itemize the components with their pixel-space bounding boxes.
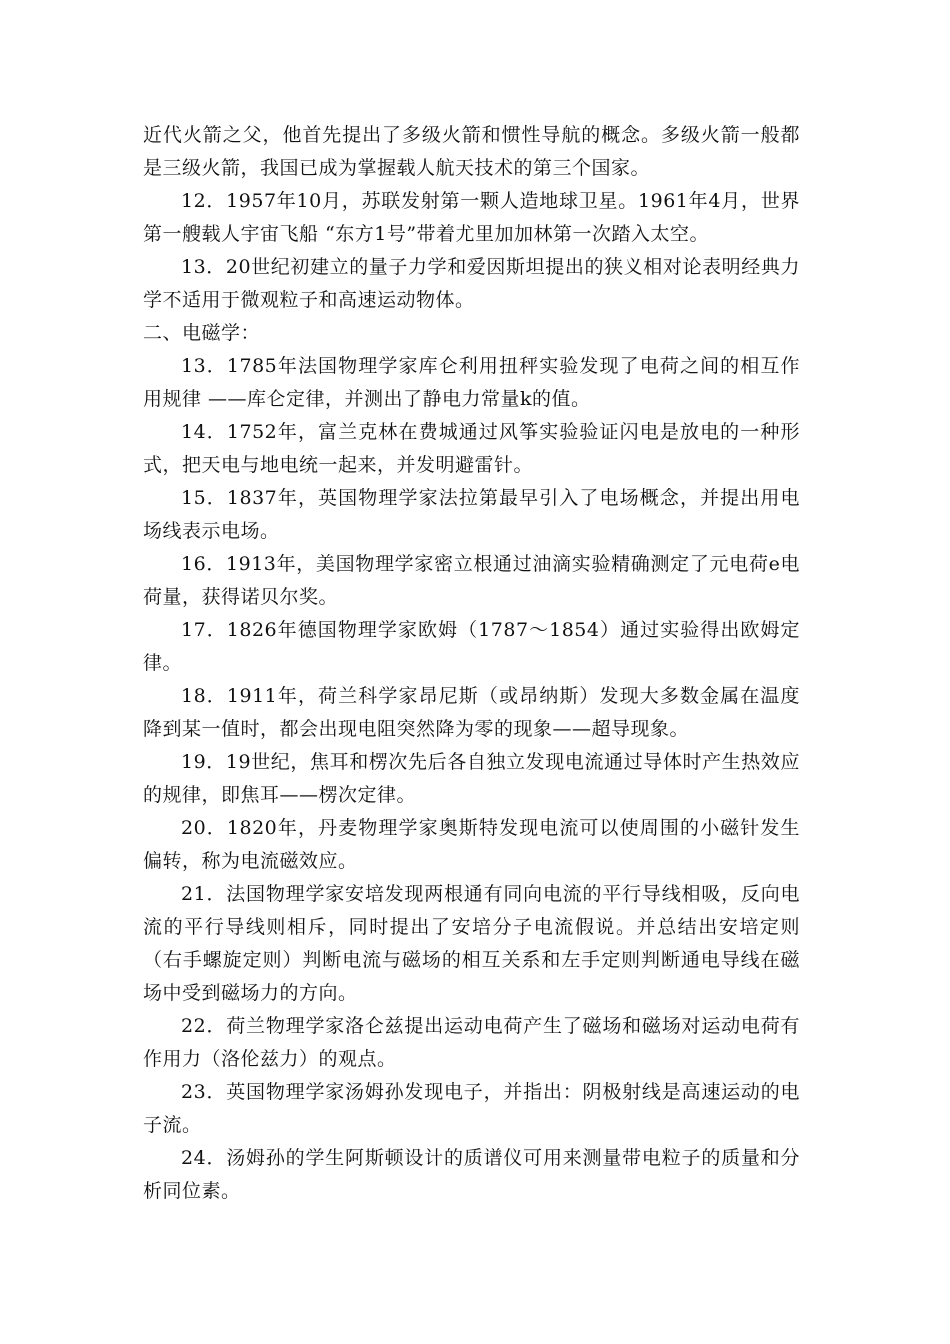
paragraph-continued: 近代火箭之父，他首先提出了多级火箭和惯性导航的概念。多级火箭一般都是三级火箭，我国已成为掌握载人航天技术的第三个国家。	[143, 124, 800, 179]
paragraph-item-22: 22．荷兰物理学家洛仑兹提出运动电荷产生了磁场和磁场对运动电荷有作用力（洛伦兹力）的观点。	[143, 1015, 800, 1070]
paragraph-item-19: 19．19世纪，焦耳和楞次先后各自独立发现电流通过导体时产生热效应的规律，即焦耳——楞次定律。	[143, 751, 800, 806]
paragraph-item-17: 17．1826年德国物理学家欧姆（1787～1854）通过实验得出欧姆定律。	[143, 619, 800, 674]
paragraph-item-15: 15．1837年，英国物理学家法拉第最早引入了电场概念，并提出用电场线表示电场。	[143, 487, 800, 542]
paragraph-item-12: 12．1957年10月，苏联发射第一颗人造地球卫星。1961年4月，世界第一艘载人宇宙飞船 “东方1号”带着尤里加加林第一次踏入太空。	[143, 190, 800, 245]
paragraph-item-21: 21．法国物理学家安培发现两根通有同向电流的平行导线相吸，反向电流的平行导线则相斥，同时提出了安培分子电流假说。并总结出安培定则（右手螺旋定则）判断电流与磁场的相互关系和左手定则判断通电导线在磁场中受到磁场力的方向。	[143, 883, 800, 1004]
paragraph-item-23: 23．英国物理学家汤姆孙发现电子，并指出：阴极射线是高速运动的电子流。	[143, 1081, 800, 1136]
paragraph-item-14: 14．1752年，富兰克林在费城通过风筝实验验证闪电是放电的一种形式，把天电与地电统一起来，并发明避雷针。	[143, 421, 800, 476]
paragraph-item-24: 24．汤姆孙的学生阿斯顿设计的质谱仪可用来测量带电粒子的质量和分析同位素。	[143, 1147, 800, 1202]
paragraph-item-16: 16．1913年，美国物理学家密立根通过油滴实验精确测定了元电荷e电荷量，获得诺贝尔奖。	[143, 553, 800, 608]
paragraph-item-13-coulomb: 13．1785年法国物理学家库仑利用扭秤实验发现了电荷之间的相互作用规律 ——库仑定律，并测出了静电力常量k的值。	[143, 355, 800, 410]
paragraph-item-13-quantum: 13．20世纪初建立的量子力学和爱因斯坦提出的狭义相对论表明经典力学不适用于微观粒子和高速运动物体。	[143, 256, 800, 311]
section-heading: 二、电磁学：	[143, 322, 261, 344]
paragraph-item-20: 20．1820年，丹麦物理学家奥斯特发现电流可以使周围的小磁针发生偏转，称为电流磁效应。	[143, 817, 800, 872]
paragraph-item-18: 18．1911年，荷兰科学家昂尼斯（或昂纳斯）发现大多数金属在温度降到某一值时，都会出现电阻突然降为零的现象——超导现象。	[143, 685, 800, 740]
